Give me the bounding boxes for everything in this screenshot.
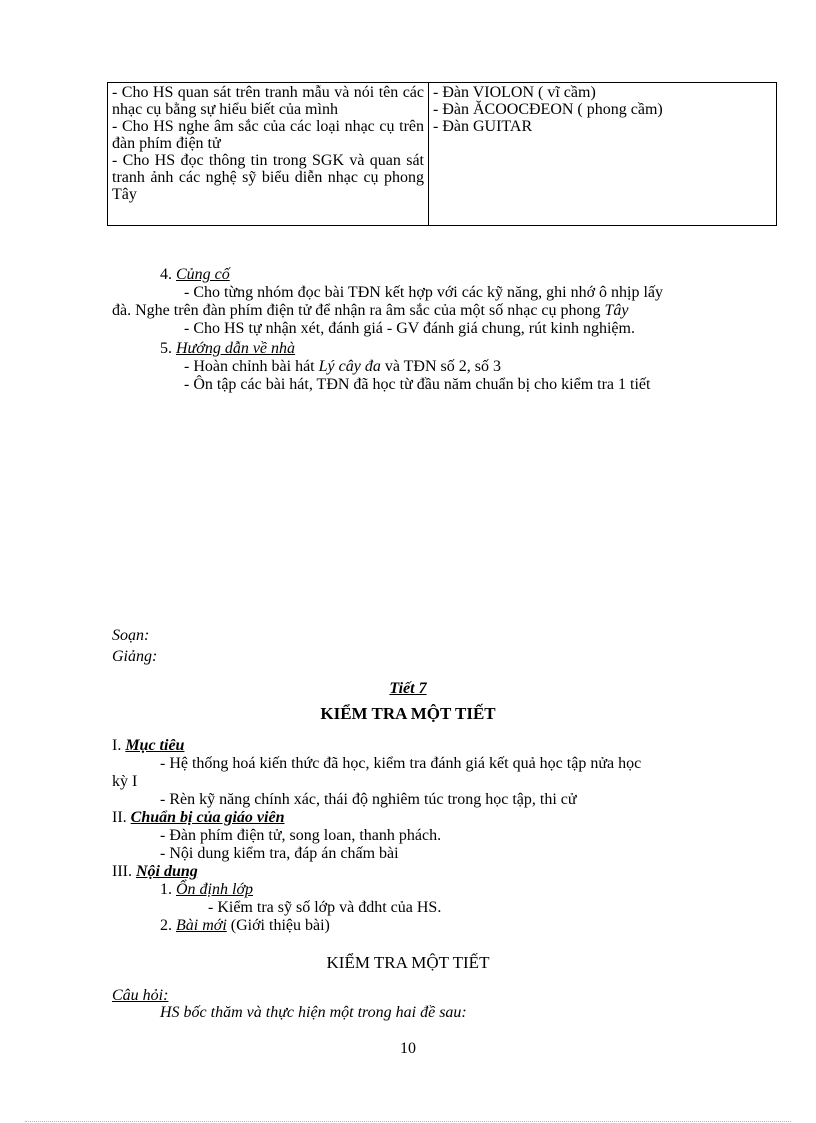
cung-co-line-2-text: đà. Nghe trên đàn phím điện tử để nhận ra âm sắc của một số nhạc cụ phong	[112, 302, 605, 319]
table-left-line: - Cho HS đọc thông tin trong SGK và quan sát tranh ảnh các nghệ sỹ biểu diễn nhạc cụ phong Tây	[112, 152, 424, 203]
cung-co-line-1: - Cho từng nhóm đọc bài TĐN kết hợp với các kỹ năng, ghi nhớ ô nhịp lấy	[184, 284, 664, 301]
item-1-title: Ổn định lớp	[176, 881, 253, 898]
huong-dan-line-1	[184, 358, 501, 376]
activity-table	[107, 82, 777, 226]
teacher-activities-cell	[108, 83, 429, 226]
huong-dan-number: 5.	[160, 340, 172, 357]
section-2-number: II.	[112, 809, 127, 826]
table-right-line: - Đàn VIOLON ( vĩ cầm)	[433, 84, 596, 101]
section-1-heading	[112, 737, 184, 755]
section-1-number: I.	[112, 737, 122, 754]
section-2-heading	[112, 809, 284, 827]
subtitle: KIỂM TRA MỘT TIẾT	[326, 953, 490, 972]
table-left-line: - Cho HS nghe âm sắc của các loại nhạc cụ trên đàn phím điện tử	[112, 118, 424, 152]
question-label: Câu hỏi:	[112, 987, 169, 1004]
section-3-item-1	[160, 881, 253, 899]
giang-label: Giảng:	[112, 648, 158, 665]
song-title: Lý cây đa	[318, 358, 381, 375]
soan-label: Soạn:	[112, 627, 150, 644]
page-bottom-divider	[25, 1121, 791, 1122]
section-2-line-1: - Đàn phím điện tử, song loan, thanh phách.	[160, 827, 442, 844]
section-2-line-2: - Nội dung kiểm tra, đáp án chấm bài	[160, 845, 399, 862]
page-title: KIỂM TRA MỘT TIẾT	[320, 704, 496, 723]
cung-co-line-2	[112, 302, 629, 320]
section-2-title: Chuẩn bị của giáo viên	[130, 809, 285, 826]
item-2-number: 2.	[160, 917, 172, 934]
instruments-cell	[429, 83, 777, 226]
table-right-line: - Đàn GUITAR	[433, 118, 533, 135]
item-2-rest: (Giới thiệu bài)	[226, 917, 330, 934]
item-1-number: 1.	[160, 881, 172, 898]
huong-dan-line-2: - Ôn tập các bài hát, TĐN đã học từ đầu năm chuẩn bị cho kiểm tra 1 tiết	[184, 376, 651, 393]
page-number: 10	[400, 1040, 416, 1057]
table-right-line: - Đàn ĂCOOCĐEON ( phong cầm)	[433, 101, 663, 118]
huong-dan-line-1-a: - Hoàn chỉnh bài hát	[184, 358, 319, 375]
section-1-title: Mục tiêu	[125, 737, 185, 754]
cung-co-heading	[160, 266, 230, 284]
cung-co-line-3: - Cho HS tự nhận xét, đánh giá - GV đánh giá chung, rút kinh nghiệm.	[184, 320, 635, 337]
huong-dan-title: Hướng dẫn về nhà	[176, 340, 296, 357]
cung-co-line-2-italic: Tây	[604, 302, 629, 319]
cung-co-number: 4.	[160, 266, 172, 283]
section-1-line-2: - Rèn kỹ năng chính xác, thái độ nghiêm túc trong học tập, thi cử	[160, 791, 577, 808]
item-2-title: Bài mới	[176, 917, 227, 934]
huong-dan-line-1-c: và TĐN số 2, số 3	[380, 358, 501, 375]
section-1-line-1b: kỳ I	[112, 773, 138, 790]
cung-co-title: Củng cố	[176, 266, 230, 283]
section-3-title: Nội dung	[135, 863, 198, 880]
section-3-item-2	[160, 917, 330, 935]
section-3-number: III.	[112, 863, 132, 880]
section-3-item-1-line: - Kiểm tra sỹ số lớp và đdht của HS.	[208, 899, 442, 916]
section-3-heading	[112, 863, 198, 881]
huong-dan-heading	[160, 340, 295, 358]
lesson-number: Tiết 7	[389, 680, 427, 697]
table-left-line: - Cho HS quan sát trên tranh mẫu và nói tên các nhạc cụ bằng sự hiểu biết của mình	[112, 84, 424, 118]
question-text: HS bốc thăm và thực hiện một trong hai đề sau:	[160, 1004, 467, 1021]
section-1-line-1: - Hệ thống hoá kiến thức đã học, kiểm tra đánh giá kết quả học tập nửa học	[160, 755, 642, 772]
